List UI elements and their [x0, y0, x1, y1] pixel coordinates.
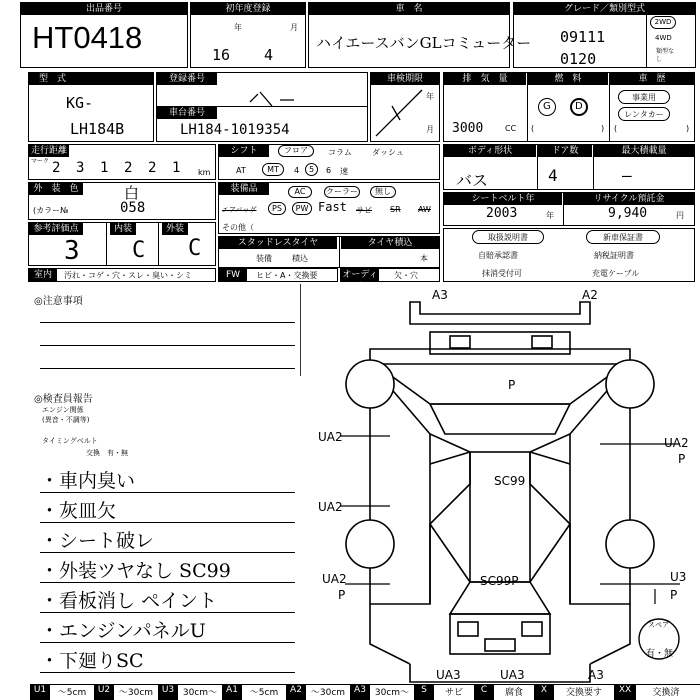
mileage-header: 走行距離 — [30, 146, 67, 156]
seatbelt-year-label: 年 — [546, 211, 554, 220]
car-name-value: ハイエースバンGLコミューター — [316, 34, 532, 52]
inspection-header: 車検期限 — [371, 73, 439, 85]
recycle-value: 9,940 — [608, 206, 648, 221]
note-line-6: ・エンジンパネルU — [40, 620, 206, 642]
inspection-strike — [372, 86, 424, 140]
doc-deregistration: 抹消受付可 — [482, 269, 522, 278]
shift-dash: ダッシュ — [372, 148, 404, 157]
first-reg-header: 初年度登録 — [191, 3, 305, 15]
drive-4wd: 4WD — [655, 34, 672, 42]
capacity-header: 最大積載量 — [594, 145, 694, 157]
studless-header: スタッドレスタイヤ — [219, 237, 337, 249]
equip-other: その他（ — [222, 223, 254, 232]
note-line-7: ・下廻りSC — [40, 650, 144, 672]
model-value-2: LH184B — [70, 120, 125, 138]
first-reg-year-label: 年 — [234, 23, 242, 32]
mark-hood-p: P — [508, 378, 516, 392]
interior-score: C — [132, 238, 146, 263]
first-reg-month: 4 — [264, 46, 274, 64]
audio-label: オーディオ — [342, 270, 378, 292]
mark-right-u3: U3 — [670, 570, 687, 584]
studless-loaded: 積込 — [292, 254, 308, 263]
lot-header: 出品番号 — [21, 3, 187, 15]
shift-at: AT — [236, 166, 246, 175]
inspector-engine-sub: (異音・不調等) — [42, 416, 90, 424]
doors-value: 4 — [548, 166, 558, 185]
equip-airbag: エアバッグ — [222, 206, 257, 214]
inspection-year-label: 年 — [426, 92, 434, 101]
mileage-digit-1: 2 — [52, 160, 61, 176]
note-line-3: ・シート破レ — [40, 530, 155, 552]
history-business: 事業用 — [618, 90, 670, 104]
fw-text: ヒビ・A・交換要 — [256, 271, 318, 280]
model-value-1: KG- — [66, 94, 94, 112]
chassis-value: LH184-1019354 — [180, 122, 290, 138]
shift-column: コラム — [328, 148, 352, 157]
mileage-digit-6: 1 — [172, 160, 181, 176]
mileage-mark: マーク — [31, 158, 50, 165]
equip-pw: PW — [292, 202, 312, 215]
doc-jibaiseki: 自賠承認書 — [478, 251, 518, 260]
shift-header: シフト — [219, 145, 269, 157]
grade-header: グレード／類別型式 — [514, 3, 695, 15]
mark-front-a2: A2 — [582, 288, 598, 302]
body-type-header: ボディ形状 — [444, 145, 536, 157]
drive-2wd: 2WD — [650, 16, 676, 29]
displacement-unit: CC — [505, 124, 517, 133]
mark-rear-a3: A3 — [588, 668, 604, 682]
seatbelt-header: シートベルト年 — [444, 193, 562, 205]
color-header: 外 装 色 — [29, 183, 83, 195]
note-line-1: ・車内臭い — [40, 470, 136, 492]
first-reg-month-label: 月 — [290, 23, 298, 32]
inspector-timing: タイミングベルト — [42, 437, 98, 445]
overall-score: 3 — [64, 236, 80, 266]
displacement-value: 3000 — [452, 121, 484, 136]
history-rental: レンタカー — [618, 107, 670, 121]
mark-rear-ua3-2: UA3 — [500, 668, 525, 682]
note-line-2: ・灰皿欠 — [40, 500, 117, 522]
equip-fast: Fast — [318, 200, 347, 214]
doc-warranty: 新車保証書 — [586, 230, 660, 244]
color-value: 白 — [124, 184, 140, 202]
lot-number: HT0418 — [32, 20, 143, 55]
first-reg-year: 16 — [212, 46, 231, 64]
equip-ac: AC — [288, 186, 312, 198]
shift-floor: フロア — [278, 145, 314, 157]
mark-front-a3: A3 — [432, 288, 448, 302]
exterior-score: C — [188, 236, 202, 261]
fuel-g: G — [543, 101, 551, 112]
mark-left-ua2-1: UA2 — [318, 430, 343, 444]
spare-values: 有・無 — [646, 649, 674, 659]
doc-charge-cable: 充電ケーブル — [592, 269, 640, 278]
color-code-label: (カラー№ — [33, 206, 69, 215]
doc-tax: 納税証明書 — [594, 251, 634, 260]
mark-roof-sc99: SC99 — [494, 474, 526, 488]
mark-right-ua2: UA2 — [664, 436, 689, 450]
mark-right-p: P — [670, 588, 678, 602]
chassis-header: 車台番号 — [157, 107, 217, 119]
displacement-header: 排 気 量 — [444, 73, 526, 85]
mark-left-ua2-2: UA2 — [318, 500, 343, 514]
interior-row-text: 汚れ・コゲ・穴・スレ・臭い・シミ — [64, 271, 192, 280]
studless-equipped: 装備 — [256, 254, 272, 263]
inspector-engine: エンジン関係 — [42, 406, 84, 414]
drive-none: 類型なし — [656, 48, 675, 63]
model-header: 型 式 — [29, 73, 153, 85]
color-code: 058 — [120, 200, 146, 216]
recycle-header: リサイクル預託金 — [564, 193, 694, 205]
mileage-digit-2: 3 — [76, 160, 85, 176]
notes-header: ◎注意事項 — [34, 296, 83, 307]
inspector-timing-sub: 交換 有・無 — [86, 449, 128, 457]
note-line-5: ・看板消し ペイント — [40, 590, 218, 612]
car-name-header: 車 名 — [309, 3, 509, 15]
fuel-d: D — [575, 101, 583, 112]
mark-rear-sc99p: SC99P — [480, 574, 519, 588]
doc-manual: 取扱説明書 — [472, 230, 544, 244]
doors-header: ドア数 — [538, 145, 592, 157]
mileage-unit: km — [198, 168, 211, 177]
fuel-header: 燃 料 — [528, 73, 608, 85]
grade-value-2: 0120 — [560, 50, 597, 68]
inspection-month-label: 月 — [426, 125, 434, 134]
inspector-header: ◎検査員報告 — [34, 394, 93, 405]
spare-label: スペア — [648, 621, 669, 629]
seatbelt-year: 2003 — [486, 206, 518, 221]
equip-cooler: クーラー — [326, 187, 358, 196]
shift-mt: MT — [262, 163, 284, 176]
mark-left-p: P — [338, 588, 346, 602]
exterior-label: 外装 — [162, 223, 188, 235]
tire-unit: 本 — [420, 254, 428, 263]
mileage-digit-5: 2 — [148, 160, 157, 176]
history-header: 車 歴 — [610, 73, 694, 85]
audio-text: 欠・穴 — [394, 271, 418, 280]
equip-none: 無し — [370, 186, 396, 198]
interior-label: 内装 — [110, 223, 136, 235]
tire-header: タイヤ積込 — [341, 237, 439, 249]
mark-rear-ua3-1: UA3 — [436, 668, 461, 682]
equipment-header: 装備品 — [219, 183, 269, 195]
registration-header: 登録番号 — [157, 73, 217, 85]
note-line-4: ・外装ツヤなし SC99 — [40, 560, 231, 582]
mark-left-ua2-3: UA2 — [322, 572, 347, 586]
grade-value-1: 09111 — [560, 28, 606, 46]
legend-bar: U1 ～5cm U2 ～30cm U3 30cm～ A1 ～5cm A2 ～30cm A3 30cm～ S サビ C 腐食 X 交換要す XX 交換済 — [30, 684, 700, 700]
mileage-digit-3: 1 — [100, 160, 109, 176]
overall-label: 参考評価点 — [29, 223, 83, 235]
body-type-value: バス — [456, 171, 489, 190]
capacity-value: — — [622, 166, 632, 185]
equip-ps: PS — [268, 202, 286, 215]
mark-right-p-2: P — [678, 452, 686, 466]
mileage-digit-4: 2 — [124, 160, 133, 176]
auction-sheet: 出品番号 HT0418 初年度登録 年 月 16 4 車 名 ハイエースバンGLコミューター グレード／類別型式 09111 0120 2WD 4WD 類型なし 型 式 KG- LH184B 登録番号 車台番号 LH184-1019354 車検期限 年 月 排 気 量 燃 料 車 歴 3000 CC ( ) G D 事業用 レンタカー ( ) 走行距離 マーク 2 3 1 2 2 1 km シフト フロア コラム ダッシュ AT MT 4 5 6 速 ボディ形状 ドア数 最大積載量 バス 4 — 外 装 色 白 (カラー№ 058 装備品 AC クーラー 無し エアバッグ PS PW Fast サビ SR AW その他（ シートベルト年 リサイクル預託金 2003 年 9,940 円 参考評価点 内装 外装 3 C C スタッドレスタイヤ タイヤ積込 装備 積込 本 取扱説明書 新車保証書 自賠承認書 納税証明書 抹消受付可 充電ケーブル 室内 汚れ・コゲ・穴・スレ・臭い・シミ FW ヒビ・A・交換要 オーディオ 欠・穴 ◎注意事項 ◎検査員報告 エンジン関係 (異音・不調等) タイミングベルト 交換 有・無 ・車内臭い ・灰皿欠 ・シート破レ ・外装ツヤなし SC99 ・看板消し ペイント ・エンジンパネルU ・下廻りSC A3 A2 P UA2 UA2 UA2 UA2 SC99 SC99P U3 UA3 UA3 A3 P P P スペア 有・無 U1 ～5cm U2 ～30cm U3 30cm～ A1 ～5cm A2 ～30cm A3 30cm～ S サビ C 腐食 X 交換要す XX 交換済 — [0, 0, 700, 700]
shift-gear-5: 5 — [305, 163, 318, 176]
recycle-unit: 円 — [676, 211, 684, 220]
interior-row-label: 室内 — [29, 269, 57, 281]
fw-label: FW — [219, 269, 247, 281]
